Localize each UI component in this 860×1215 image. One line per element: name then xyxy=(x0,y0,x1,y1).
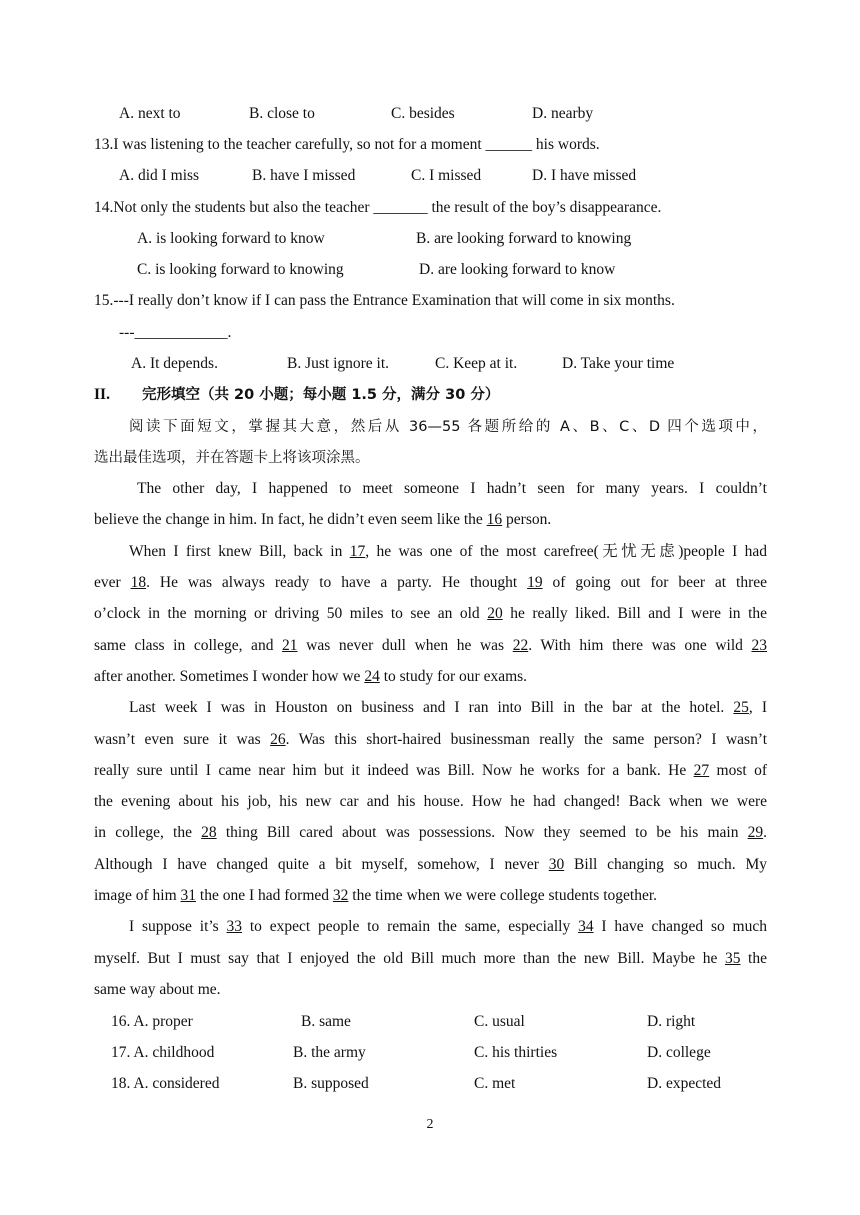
q12-option-c: C. besides xyxy=(391,105,455,122)
blank-34: 34 xyxy=(578,918,594,935)
q15-stem: 15.---I really don’t know if I can pass the Entrance Examination that will come in six months. xyxy=(94,292,675,309)
passage-line: ever 18. He was always ready to have a party. He thought 19 of going out for beer at three xyxy=(94,574,767,591)
q13-option-b: B. have I missed xyxy=(252,167,356,184)
q16-option-d: D. right xyxy=(647,1013,696,1030)
q17-option-b: B. the army xyxy=(293,1044,366,1061)
blank-25: 25 xyxy=(733,699,749,716)
q15-reply: ---____________. xyxy=(119,324,232,341)
passage-line: I suppose it’s 33 to expect people to remain the same, especially 34 I have changed so much xyxy=(129,918,767,935)
q13-option-c: C. I missed xyxy=(411,167,482,184)
blank-33: 33 xyxy=(226,918,243,935)
q16-option-a: 16. A. proper xyxy=(111,1013,193,1030)
passage-line: wasn’t even sure it was 26. Was this short-haired businessman really the same person? I wasn’t xyxy=(94,731,768,748)
q13-option-a: A. did I miss xyxy=(119,167,200,184)
blank-29: 29 xyxy=(747,824,764,841)
blank-17: 17 xyxy=(349,543,366,560)
q14-stem: 14.Not only the students but also the teacher _______ the result of the boy’s disappearance. xyxy=(94,199,662,216)
passage-line: myself. But I must say that I enjoyed the old Bill much more than the new Bill. Maybe he 35 the xyxy=(94,950,767,967)
q15-option-b: B. Just ignore it. xyxy=(287,355,390,372)
passage-line: When I first knew Bill, back in 17, he was one of the most carefree(无忧无虑)people I had xyxy=(129,543,767,560)
passage-line: The other day, I happened to meet someone I hadn’t seen for many years. I couldn’t xyxy=(137,480,767,497)
q14-option-c: C. is looking forward to knowing xyxy=(137,261,344,278)
passage-line: same class in college, and 21 was never dull when he was 22. With him there was one wild 23 xyxy=(94,637,767,654)
page-number: 2 xyxy=(426,1117,434,1132)
q13-option-d: D. I have missed xyxy=(532,167,637,184)
blank-16: 16 xyxy=(486,511,503,528)
passage-line: in college, the 28 thing Bill cared about was possessions. Now they seemed to be his main 29. xyxy=(94,824,767,841)
section-number: II. xyxy=(94,386,110,403)
q15-option-a: A. It depends. xyxy=(131,355,218,372)
q12-option-b: B. close to xyxy=(249,105,315,122)
q13-stem: 13.I was listening to the teacher carefully, so not for a moment ______ his words. xyxy=(94,136,600,153)
passage-line: image of him 31 the one I had formed 32 the time when we were college students together. xyxy=(94,887,658,904)
q18-option-d: D. expected xyxy=(647,1075,722,1092)
q12-option-d: D. nearby xyxy=(532,105,594,122)
q12-option-a: A. next to xyxy=(119,105,181,122)
passage-line: Last week I was in Houston on business and I ran into Bill in the bar at the hotel. 25, I xyxy=(129,699,767,716)
q17-option-a: 17. A. childhood xyxy=(111,1044,215,1061)
q17-option-d: D. college xyxy=(647,1044,711,1061)
blank-27: 27 xyxy=(693,762,710,779)
blank-19: 19 xyxy=(527,574,543,591)
passage-line: after another. Sometimes I wonder how we 24 to study for our exams. xyxy=(94,668,528,685)
q16-option-c: C. usual xyxy=(474,1013,525,1030)
q14-option-a: A. is looking forward to know xyxy=(137,230,325,247)
passage-line: really sure until I came near him but it indeed was Bill. Now he works for a bank. He 27 most of xyxy=(94,762,768,779)
section-instructions-line2: 选出最佳选项，并在答题卡上将该项涂黑。 xyxy=(94,450,370,466)
passage-line: the evening about his job, his new car and his house. How he had changed! Back when we were xyxy=(94,793,767,810)
blank-22: 22 xyxy=(512,637,529,654)
q15-option-d: D. Take your time xyxy=(562,355,675,372)
blank-20: 20 xyxy=(487,605,503,622)
blank-30: 30 xyxy=(548,856,565,873)
passage-line: Although I have changed quite a bit myself, somehow, I never 30 Bill changing so much. My xyxy=(94,856,767,873)
blank-32: 32 xyxy=(332,887,349,904)
blank-24: 24 xyxy=(364,668,380,685)
blank-26: 26 xyxy=(270,731,286,748)
q16-option-b: B. same xyxy=(301,1013,351,1030)
blank-23: 23 xyxy=(751,637,767,654)
section-instructions-line1: 阅读下面短文，掌握其大意，然后从 36—55 各题所给的 A、B、C、D 四个选项中， xyxy=(129,419,767,435)
q15-option-c: C. Keep at it. xyxy=(435,355,518,372)
q14-option-b: B. are looking forward to knowing xyxy=(416,230,632,247)
q18-option-c: C. met xyxy=(474,1075,516,1092)
section-title: 完形填空（共 20 小题；每小题 1.5 分，满分 30 分） xyxy=(142,387,500,403)
q18-option-a: 18. A. considered xyxy=(111,1075,220,1092)
blank-28: 28 xyxy=(201,824,217,841)
passage-line: o’clock in the morning or driving 50 miles to see an old 20 he really liked. Bill and I were in the xyxy=(94,605,768,622)
blank-31: 31 xyxy=(180,887,197,904)
blank-35: 35 xyxy=(724,950,741,967)
passage-line: believe the change in him. In fact, he didn’t even seem like the 16 person. xyxy=(94,511,552,528)
passage-line: same way about me. xyxy=(94,981,221,998)
blank-18: 18 xyxy=(130,574,147,591)
q17-option-c: C. his thirties xyxy=(474,1044,558,1061)
q14-option-d: D. are looking forward to know xyxy=(419,261,616,278)
q18-option-b: B. supposed xyxy=(293,1075,369,1092)
blank-21: 21 xyxy=(282,637,298,654)
